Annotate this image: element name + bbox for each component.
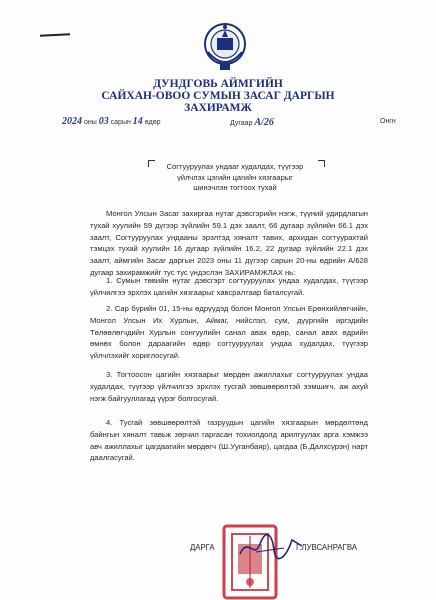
date-month: 03	[98, 116, 109, 127]
title-line: Согтууруулах ундааг худалдах, түүгээр	[166, 162, 304, 171]
header-line-aimag: ДУНДГОВЬ АЙМГИЙН	[153, 78, 283, 90]
signatory-name: Г.ЛУВСАНРАГВА	[296, 543, 357, 552]
header-line-type: ЗАХИРАМЖ	[184, 102, 252, 114]
signatory-title: ДАРГА	[190, 543, 215, 552]
state-emblem-icon	[200, 18, 250, 74]
order-item: 3. Тогтоосон цагийн хязгаарыг мөрдөн ажиллахыг согтууруулах ундаа худалдах, түүгээр үйлчилгээ эрхлэх тусгай зөвшөөрөлтэй ээмшигч, аж ахуй нэгж байгууллагад үүрэг болгосугай.	[90, 370, 368, 403]
preamble-paragraph: Монгол Улсын Засаг захиргаа нутаг дэвсгэрийн нэгж, түүний удирдлагын тухай хуулийн 59 дүгээр зүйлийн 59.1 дэх заалт, 66 дугаар зүйлийн 66.1 дэх заалт, Согтууруулах ундааны эрэлтэд хяналт тавих, архидан согтуурахтай тэмцэх тухай хуулийн 16 дугаар зүйлийн 16.2, 22 дугаар зүйлийн 22.1 дэх заалт, аймгийн Засаг даргын 2023 оны 11 дүгээр сарын 20-ны өдрийн А/628 дугаар захирамжийг тус тус үндэслэн ЗАХИРАМЖЛАХ нь:	[90, 209, 368, 277]
title-line: үйлчлэх цэгийн цагийн хязгаарыг	[177, 172, 293, 182]
document-place: Онгн	[380, 118, 396, 125]
order-item: 2. Сар бүрийн 01, 15-ны өдрүүдэд болон Монгол Улсын Ерөнхийлөгчийн, Монгол Улсын Их Хурлын, Аймаг, нийслэл, сум, дүүргийн иргэдийн Төлөөлөгчдийн Хурлын сонгуулийн санал авах өдөр, санал авах өдрийн өмнөх болон дараагийн өдөр согтууруулах ундаа худалдах, түүгээр үйлчлэхийг хориглосугай.	[90, 304, 368, 361]
order-item: 4. Тусгай зөвшөөрөлтэй газруудын цагийн хязгаарын мөрдөлтөнд байнгын хяналт тавьж зөрчил гаргасан тохиолдолд арилгуулах арга хэмжээ авч ажиллахыг цагдаагийн мөрдөгч (Ш.Ууганбаяр), цагдаа (Б.Далхсүрэн) нарт даалгасугай.	[90, 418, 368, 463]
document-number	[230, 117, 274, 128]
header-line-sum: САЙХАН-ОВОО СУМЫН ЗАСАГ ДАРГЫН	[101, 90, 335, 102]
handwritten-mark	[40, 33, 70, 37]
date-year-suffix: оны	[83, 119, 97, 126]
date-day-suffix: өдөр	[144, 119, 161, 126]
date-month-suffix: сарын	[110, 119, 131, 126]
date-day: 14	[132, 116, 143, 127]
title-line: шинэчлэн тогтоох тухай	[193, 183, 277, 192]
document-title	[150, 162, 320, 194]
date-year: 2024	[62, 116, 82, 127]
docno-value: А/26	[254, 117, 274, 128]
order-item: 1. Сумын төвийн нутаг дэвсгэрт согтууруулах ундаа худалдах, түүгээр үйлчилгээ эрхлэх цагийн хязгаарыг хавсралтаар баталсугай.	[90, 276, 368, 297]
document-date	[62, 116, 161, 127]
docno-label: Дугаар	[230, 120, 253, 127]
